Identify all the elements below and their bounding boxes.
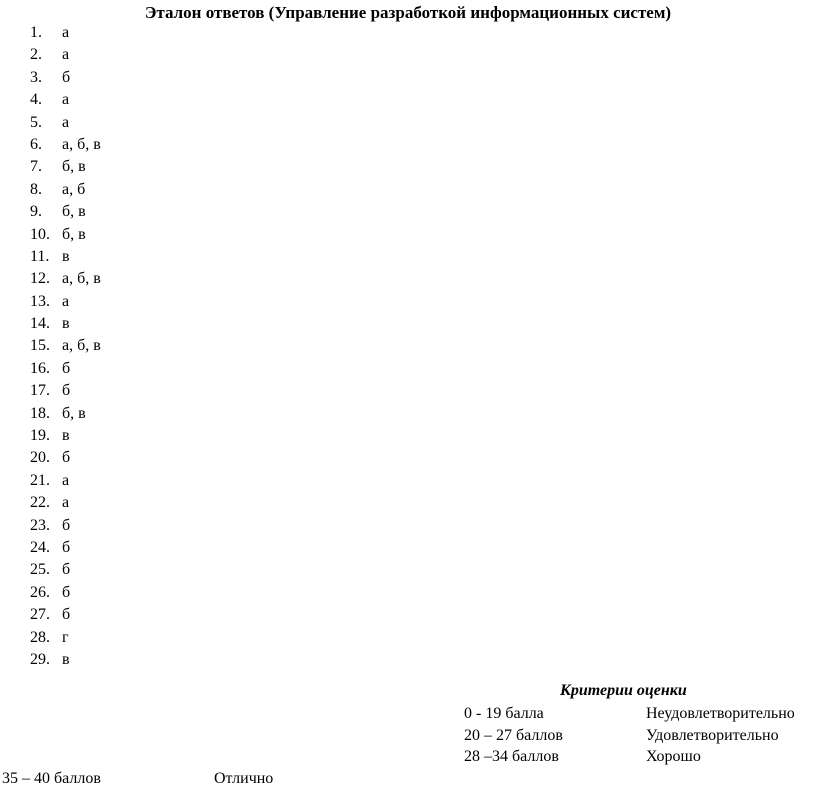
- answer-number: 24.: [30, 538, 50, 556]
- answer-row: [0, 380, 300, 402]
- answer-number: 17.: [30, 382, 50, 400]
- answer-value: а, б, в: [62, 337, 101, 355]
- criteria-grade: Удовлетворительно: [646, 727, 779, 744]
- answer-row: [0, 291, 300, 313]
- answer-row: [0, 89, 300, 111]
- answer-number: 28.: [30, 628, 50, 646]
- answer-row: [0, 425, 300, 447]
- answer-value: б: [62, 538, 71, 556]
- answer-number: 26.: [30, 583, 50, 601]
- answer-row: [0, 112, 300, 134]
- answer-number: 13.: [30, 292, 50, 310]
- criteria-range: 20 – 27 баллов: [464, 727, 563, 744]
- answer-row: [0, 604, 300, 626]
- answer-number: 22.: [30, 494, 50, 512]
- answer-value: а: [62, 46, 70, 64]
- answer-row: [0, 649, 300, 671]
- answer-value: б: [62, 606, 71, 624]
- answer-value: б: [62, 516, 71, 534]
- answer-number: 19.: [30, 427, 50, 445]
- answer-value: б: [62, 561, 71, 579]
- answer-value: а, б, в: [62, 135, 101, 153]
- answer-row: [0, 67, 300, 89]
- answer-value: а, б: [62, 180, 86, 198]
- answer-value: в: [62, 247, 70, 265]
- answer-value: в: [62, 315, 70, 333]
- answer-value: а: [62, 494, 70, 512]
- answer-number: 3.: [30, 68, 42, 86]
- answer-row: [0, 179, 300, 201]
- answer-row: [0, 22, 300, 44]
- answer-row: [0, 582, 300, 604]
- answer-value: б: [62, 583, 71, 601]
- answer-value: а, б, в: [62, 270, 101, 288]
- answer-row: [0, 515, 300, 537]
- answer-number: 18.: [30, 404, 50, 422]
- answer-row: [0, 134, 300, 156]
- answer-row: [0, 156, 300, 178]
- answer-value: а: [62, 24, 70, 41]
- answer-list: [0, 22, 300, 671]
- answer-value: б: [62, 359, 71, 377]
- answer-value: а: [62, 113, 70, 131]
- answer-number: 9.: [30, 203, 42, 221]
- answer-value: б: [62, 68, 71, 86]
- criteria-range: 28 –34 баллов: [464, 748, 559, 765]
- answer-row: [0, 470, 300, 492]
- answer-number: 4.: [30, 91, 42, 109]
- answer-row: [0, 246, 300, 268]
- answer-number: 23.: [30, 516, 50, 534]
- answer-value: б: [62, 449, 71, 467]
- answer-value: в: [62, 650, 70, 668]
- answer-number: 14.: [30, 315, 50, 333]
- answer-value: б, в: [62, 203, 86, 221]
- criteria-title: Критерии оценки: [560, 682, 687, 699]
- answer-number: 7.: [30, 158, 42, 176]
- answer-number: 11.: [30, 247, 50, 265]
- criteria-grade: Неудовлетворительно: [646, 705, 795, 722]
- answer-row: [0, 492, 300, 514]
- answer-number: 10.: [30, 225, 50, 243]
- answer-number: 27.: [30, 606, 50, 624]
- answer-number: 20.: [30, 449, 50, 467]
- answer-row: [0, 403, 300, 425]
- answer-value: б, в: [62, 404, 86, 422]
- answer-value: б, в: [62, 158, 86, 176]
- answer-row: [0, 447, 300, 469]
- answer-value: б: [62, 382, 71, 400]
- answer-row: [0, 224, 300, 246]
- answer-row: [0, 559, 300, 581]
- answer-value: г: [62, 628, 69, 646]
- criteria-range: 35 – 40 баллов: [2, 770, 101, 787]
- criteria-grade: Хорошо: [646, 748, 701, 765]
- answer-row: [0, 537, 300, 559]
- criteria-range: 0 - 19 балла: [464, 705, 544, 722]
- answer-row: [0, 335, 300, 357]
- page-title: Эталон ответов (Управление разработкой информационных систем): [144, 3, 672, 22]
- answer-number: 6.: [30, 135, 42, 153]
- answer-number: 16.: [30, 359, 50, 377]
- answer-number: 1.: [30, 24, 42, 41]
- answer-number: 29.: [30, 650, 50, 668]
- criteria-grade: Отлично: [214, 770, 274, 787]
- answer-row: [0, 313, 300, 335]
- answer-value: а: [62, 471, 70, 489]
- answer-number: 12.: [30, 270, 50, 288]
- answer-row: [0, 627, 300, 649]
- answer-value: а: [62, 292, 70, 310]
- answer-number: 2.: [30, 46, 42, 64]
- answer-value: а: [62, 91, 70, 109]
- answer-row: [0, 268, 300, 290]
- answer-value: б, в: [62, 225, 86, 243]
- answer-row: [0, 44, 300, 66]
- answer-row: [0, 201, 300, 223]
- answer-number: 21.: [30, 471, 50, 489]
- answer-row: [0, 358, 300, 380]
- answer-number: 5.: [30, 113, 42, 131]
- answer-value: в: [62, 427, 70, 445]
- answer-number: 8.: [30, 180, 42, 198]
- answer-number: 15.: [30, 337, 50, 355]
- answer-number: 25.: [30, 561, 50, 579]
